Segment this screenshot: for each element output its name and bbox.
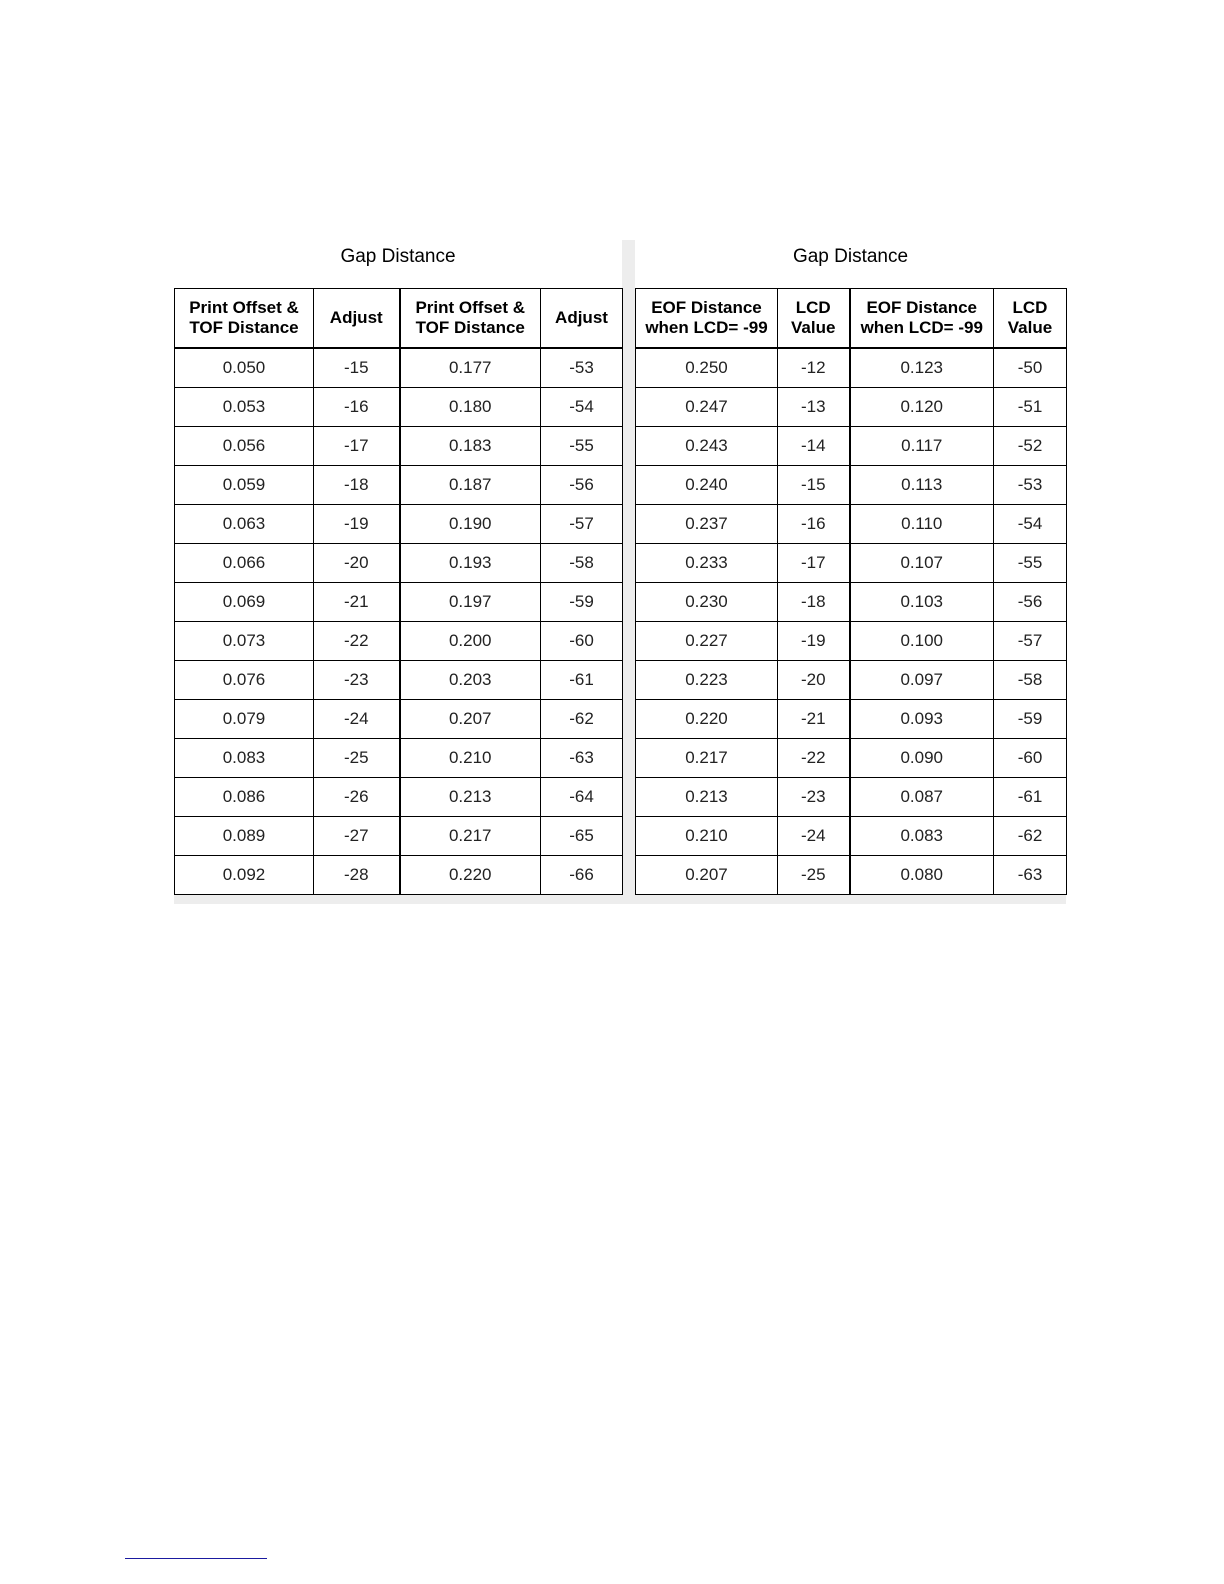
table-cell: 0.086 [175,778,314,817]
table-cell: -21 [778,700,850,739]
header-cell: LCD Value [778,289,850,349]
table-cell: 0.220 [400,856,541,895]
table-cell: -24 [778,817,850,856]
table-row [636,505,1067,544]
table-row [636,583,1067,622]
table-cell: -65 [541,817,623,856]
table-cell: -59 [541,583,623,622]
table-row [175,466,623,505]
table-cell: -22 [778,739,850,778]
left-panel [174,240,622,904]
table-row [175,778,623,817]
table-cell: 0.076 [175,661,314,700]
table-cell: -13 [778,388,850,427]
table-cell: -23 [314,661,400,700]
table-cell: 0.063 [175,505,314,544]
table-cell: -64 [541,778,623,817]
table-cell: -62 [994,817,1067,856]
table-cell: -53 [994,466,1067,505]
table-cell: 0.103 [850,583,994,622]
table-cell: 0.110 [850,505,994,544]
left-table-header [175,289,623,349]
table-cell: 0.193 [400,544,541,583]
table-cell: 0.200 [400,622,541,661]
table-cell: -54 [994,505,1067,544]
table-row [636,544,1067,583]
header-cell: Print Offset & TOF Distance [175,289,314,349]
table-cell: 0.066 [175,544,314,583]
table-cell: -58 [994,661,1067,700]
table-cell: 0.113 [850,466,994,505]
table-cell: -52 [994,427,1067,466]
right-table-body [636,348,1067,895]
table-cell: 0.053 [175,388,314,427]
table-cell: 0.217 [400,817,541,856]
table-cell: 0.117 [850,427,994,466]
table-row [636,700,1067,739]
table-cell: -18 [778,583,850,622]
table-row [175,427,623,466]
header-cell: EOF Distance when LCD= -99 [636,289,778,349]
table-cell: -56 [541,466,623,505]
header-row [636,289,1067,349]
table-cell: 0.177 [400,348,541,388]
header-cell: Adjust [314,289,400,349]
table-cell: -56 [994,583,1067,622]
table-cell: -50 [994,348,1067,388]
table-cell: -63 [994,856,1067,895]
table-row [636,622,1067,661]
table-row [636,427,1067,466]
table-row [636,661,1067,700]
table-cell: -51 [994,388,1067,427]
table-row [175,388,623,427]
header-row [175,289,623,349]
table-cell: 0.079 [175,700,314,739]
table-cell: 0.083 [850,817,994,856]
table-cell: -23 [778,778,850,817]
left-table [174,288,623,895]
table-row [175,661,623,700]
table-cell: 0.213 [400,778,541,817]
table-cell: -17 [778,544,850,583]
table-cell: 0.089 [175,817,314,856]
table-cell: -60 [541,622,623,661]
table-cell: -55 [541,427,623,466]
right-panel-title: Gap Distance [635,240,1066,288]
table-cell: 0.093 [850,700,994,739]
table-row [636,856,1067,895]
table-cell: -19 [778,622,850,661]
left-panel-title: Gap Distance [174,240,622,288]
table-cell: 0.213 [636,778,778,817]
table-cell: -18 [314,466,400,505]
table-cell: 0.056 [175,427,314,466]
table-cell: -58 [541,544,623,583]
header-cell: Print Offset & TOF Distance [400,289,541,349]
left-table-body [175,348,623,895]
table-row [175,817,623,856]
table-row [175,583,623,622]
table-row [636,817,1067,856]
table-cell: 0.210 [400,739,541,778]
table-cell: -22 [314,622,400,661]
table-cell: -60 [994,739,1067,778]
table-row [636,348,1067,388]
table-cell: -27 [314,817,400,856]
table-row [175,505,623,544]
table-cell: 0.220 [636,700,778,739]
table-cell: 0.230 [636,583,778,622]
table-cell: -12 [778,348,850,388]
table-cell: -14 [778,427,850,466]
table-cell: 0.207 [636,856,778,895]
table-cell: -15 [778,466,850,505]
table-cell: -21 [314,583,400,622]
table-row [175,622,623,661]
table-row [175,544,623,583]
table-cell: -28 [314,856,400,895]
table-cell: 0.069 [175,583,314,622]
header-cell: LCD Value [994,289,1067,349]
table-cell: 0.190 [400,505,541,544]
table-cell: -25 [778,856,850,895]
table-cell: -19 [314,505,400,544]
table-cell: -20 [314,544,400,583]
table-cell: -17 [314,427,400,466]
table-cell: 0.087 [850,778,994,817]
table-cell: -62 [541,700,623,739]
table-row [175,348,623,388]
footnote-separator [125,1558,267,1559]
table-cell: -63 [541,739,623,778]
table-cell: 0.243 [636,427,778,466]
table-row [636,778,1067,817]
table-cell: 0.100 [850,622,994,661]
table-cell: -61 [541,661,623,700]
table-cell: -20 [778,661,850,700]
table-cell: -24 [314,700,400,739]
table-row [636,388,1067,427]
right-table [635,288,1067,895]
table-cell: 0.247 [636,388,778,427]
table-cell: 0.197 [400,583,541,622]
table-cell: -53 [541,348,623,388]
table-cell: 0.240 [636,466,778,505]
table-cell: 0.073 [175,622,314,661]
table-cell: -59 [994,700,1067,739]
table-cell: 0.250 [636,348,778,388]
table-row [175,739,623,778]
table-cell: 0.092 [175,856,314,895]
table-cell: 0.059 [175,466,314,505]
table-row [175,700,623,739]
table-cell: 0.187 [400,466,541,505]
table-cell: 0.080 [850,856,994,895]
table-cell: 0.237 [636,505,778,544]
header-cell: EOF Distance when LCD= -99 [850,289,994,349]
table-cell: 0.210 [636,817,778,856]
table-cell: 0.180 [400,388,541,427]
table-cell: 0.223 [636,661,778,700]
header-cell: Adjust [541,289,623,349]
table-cell: -16 [778,505,850,544]
table-cell: 0.107 [850,544,994,583]
table-cell: -16 [314,388,400,427]
table-row [636,739,1067,778]
table-cell: 0.097 [850,661,994,700]
table-cell: -54 [541,388,623,427]
table-cell: -26 [314,778,400,817]
table-cell: 0.120 [850,388,994,427]
table-cell: 0.207 [400,700,541,739]
table-cell: -57 [541,505,623,544]
table-row [175,856,623,895]
gap-distance-figure [174,240,1066,904]
table-cell: 0.183 [400,427,541,466]
right-panel [635,240,1066,904]
table-cell: 0.203 [400,661,541,700]
table-row [636,466,1067,505]
table-cell: 0.233 [636,544,778,583]
table-cell: -25 [314,739,400,778]
table-cell: -15 [314,348,400,388]
table-cell: -55 [994,544,1067,583]
table-cell: 0.217 [636,739,778,778]
table-cell: 0.123 [850,348,994,388]
table-cell: 0.227 [636,622,778,661]
table-cell: 0.083 [175,739,314,778]
table-cell: -61 [994,778,1067,817]
table-cell: -57 [994,622,1067,661]
table-cell: 0.050 [175,348,314,388]
table-cell: -66 [541,856,623,895]
table-cell: 0.090 [850,739,994,778]
right-table-header [636,289,1067,349]
